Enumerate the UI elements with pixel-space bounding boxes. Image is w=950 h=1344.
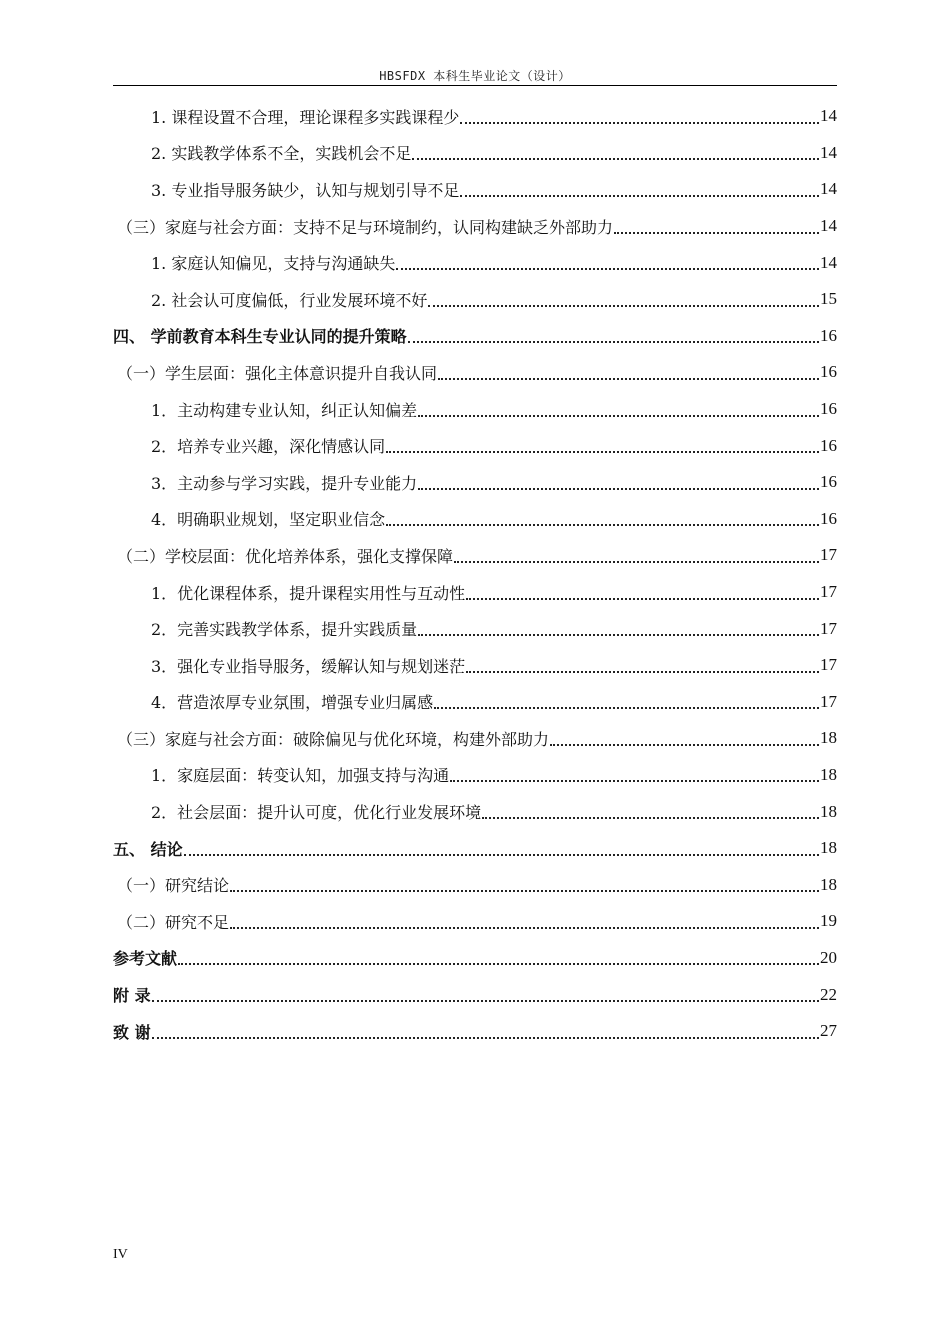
toc-entry-page-number: 17	[820, 618, 837, 638]
toc-entry-title: 2．完善实践教学体系，提升实践质量	[151, 620, 418, 640]
dot-leader	[178, 962, 819, 965]
toc-entry-page-number: 14	[820, 106, 837, 126]
dot-leader	[460, 121, 819, 124]
dot-leader	[184, 853, 819, 856]
toc-entry-title: （二）研究不足	[117, 912, 230, 932]
dot-leader	[418, 414, 819, 417]
toc-entry[interactable]	[113, 866, 837, 903]
toc-entry-title: 4．明确职业规划，坚定职业信念	[151, 510, 386, 530]
toc-entry[interactable]	[113, 537, 837, 574]
toc-entry[interactable]	[113, 720, 837, 757]
toc-entry-title: （三）家庭与社会方面：破除偏见与优化环境，构建外部助力	[117, 729, 550, 749]
toc-entry-title: 1. 课程设置不合理，理论课程多实践课程少	[151, 107, 460, 127]
dot-leader	[412, 157, 819, 160]
toc-entry-title: 参考文献	[113, 949, 178, 969]
toc-entry-title: 2. 实践教学体系不全，实践机会不足	[151, 144, 412, 164]
toc-entry-page-number: 14	[820, 179, 837, 199]
toc-entry-title: 致 谢	[113, 1022, 151, 1042]
dot-leader	[230, 889, 819, 892]
toc-entry[interactable]	[113, 830, 837, 867]
toc-entry-page-number: 18	[820, 801, 837, 821]
toc-entry[interactable]	[113, 318, 837, 355]
toc-entry-page-number: 16	[820, 362, 837, 382]
table-of-contents	[113, 98, 837, 1049]
dot-leader	[454, 560, 819, 563]
toc-entry-title: 五、 结论	[113, 839, 183, 859]
toc-entry-page-number: 18	[820, 874, 837, 894]
toc-entry-page-number: 17	[820, 545, 837, 565]
toc-entry[interactable]	[113, 501, 837, 538]
toc-entry-title: （一）学生层面：强化主体意识提升自我认同	[117, 363, 438, 383]
toc-entry[interactable]	[113, 793, 837, 830]
toc-entry-page-number: 18	[820, 728, 837, 748]
toc-entry[interactable]	[113, 281, 837, 318]
toc-entry[interactable]	[113, 208, 837, 245]
dot-leader	[438, 377, 819, 380]
toc-entry-title: 4．营造浓厚专业氛围，增强专业归属感	[151, 693, 434, 713]
toc-entry-title: 3. 专业指导服务缺少，认知与规划引导不足	[151, 180, 460, 200]
dot-leader	[614, 231, 819, 234]
header-rule	[113, 85, 837, 86]
toc-entry-title: （三）家庭与社会方面：支持不足与环境制约，认同构建缺乏外部助力	[117, 217, 614, 237]
page-number: IV	[113, 1247, 128, 1262]
toc-entry-title: 2．社会层面：提升认可度，优化行业发展环境	[151, 803, 482, 823]
toc-entry-page-number: 19	[820, 911, 837, 931]
toc-entry-page-number: 16	[820, 399, 837, 419]
toc-entry-page-number: 16	[820, 472, 837, 492]
toc-entry-title: 附 录	[113, 986, 151, 1006]
toc-entry-title: 3．主动参与学习实践，提升专业能力	[151, 473, 418, 493]
toc-entry-page-number: 16	[820, 325, 837, 345]
toc-entry[interactable]	[113, 98, 837, 135]
toc-entry[interactable]	[113, 427, 837, 464]
dot-leader	[396, 267, 819, 270]
toc-entry[interactable]	[113, 757, 837, 794]
toc-entry-page-number: 14	[820, 142, 837, 162]
dot-leader	[230, 926, 819, 929]
toc-entry[interactable]	[113, 1013, 837, 1050]
toc-entry-title: 1．优化课程体系，提升课程实用性与互动性	[151, 583, 466, 603]
dot-leader	[460, 194, 819, 197]
toc-entry-page-number: 17	[820, 582, 837, 602]
toc-entry-title: （一）研究结论	[117, 876, 230, 896]
toc-entry-page-number: 17	[820, 655, 837, 675]
dot-leader	[482, 816, 819, 819]
dot-leader	[152, 999, 819, 1002]
toc-entry[interactable]	[113, 647, 837, 684]
toc-entry-page-number: 15	[820, 289, 837, 309]
dot-leader	[408, 340, 819, 343]
dot-leader	[466, 670, 819, 673]
toc-entry[interactable]	[113, 391, 837, 428]
toc-entry-page-number: 14	[820, 216, 837, 236]
toc-entry-page-number: 16	[820, 435, 837, 455]
dot-leader	[550, 743, 819, 746]
toc-entry-page-number: 18	[820, 764, 837, 784]
toc-entry-page-number: 18	[820, 838, 837, 858]
toc-entry-page-number: 27	[820, 1021, 837, 1041]
dot-leader	[450, 779, 819, 782]
toc-entry[interactable]	[113, 940, 837, 977]
dot-leader	[466, 597, 819, 600]
toc-entry-title: 2. 社会认可度偏低，行业发展环境不好	[151, 290, 428, 310]
toc-entry[interactable]	[113, 903, 837, 940]
toc-entry[interactable]	[113, 171, 837, 208]
toc-entry[interactable]	[113, 135, 837, 172]
dot-leader	[152, 1036, 819, 1039]
dot-leader	[418, 633, 819, 636]
toc-entry-title: 1．家庭层面：转变认知，加强支持与沟通	[151, 766, 450, 786]
toc-entry[interactable]	[113, 610, 837, 647]
toc-entry-page-number: 22	[820, 984, 837, 1004]
toc-entry-title: 四、 学前教育本科生专业认同的提升策略	[113, 327, 407, 347]
toc-entry[interactable]	[113, 244, 837, 281]
dot-leader	[386, 450, 819, 453]
toc-entry-page-number: 16	[820, 508, 837, 528]
toc-entry[interactable]	[113, 464, 837, 501]
toc-entry-page-number: 17	[820, 691, 837, 711]
toc-entry[interactable]	[113, 976, 837, 1013]
toc-entry-title: （二）学校层面：优化培养体系，强化支撑保障	[117, 546, 454, 566]
dot-leader	[386, 523, 819, 526]
toc-entry-title: 3．强化专业指导服务，缓解认知与规划迷茫	[151, 656, 466, 676]
toc-entry-title: 1．主动构建专业认知，纠正认知偏差	[151, 400, 418, 420]
page-header: HBSFDX 本科生毕业论文（设计）	[379, 69, 571, 83]
dot-leader	[418, 487, 819, 490]
dot-leader	[428, 304, 819, 307]
toc-entry-page-number: 20	[820, 947, 837, 967]
toc-entry[interactable]	[113, 574, 837, 611]
toc-entry-page-number: 14	[820, 252, 837, 272]
dot-leader	[434, 706, 819, 709]
toc-entry[interactable]	[113, 354, 837, 391]
toc-entry[interactable]	[113, 684, 837, 721]
toc-entry-title: 2．培养专业兴趣，深化情感认同	[151, 437, 386, 457]
toc-entry-title: 1. 家庭认知偏见，支持与沟通缺失	[151, 254, 396, 274]
